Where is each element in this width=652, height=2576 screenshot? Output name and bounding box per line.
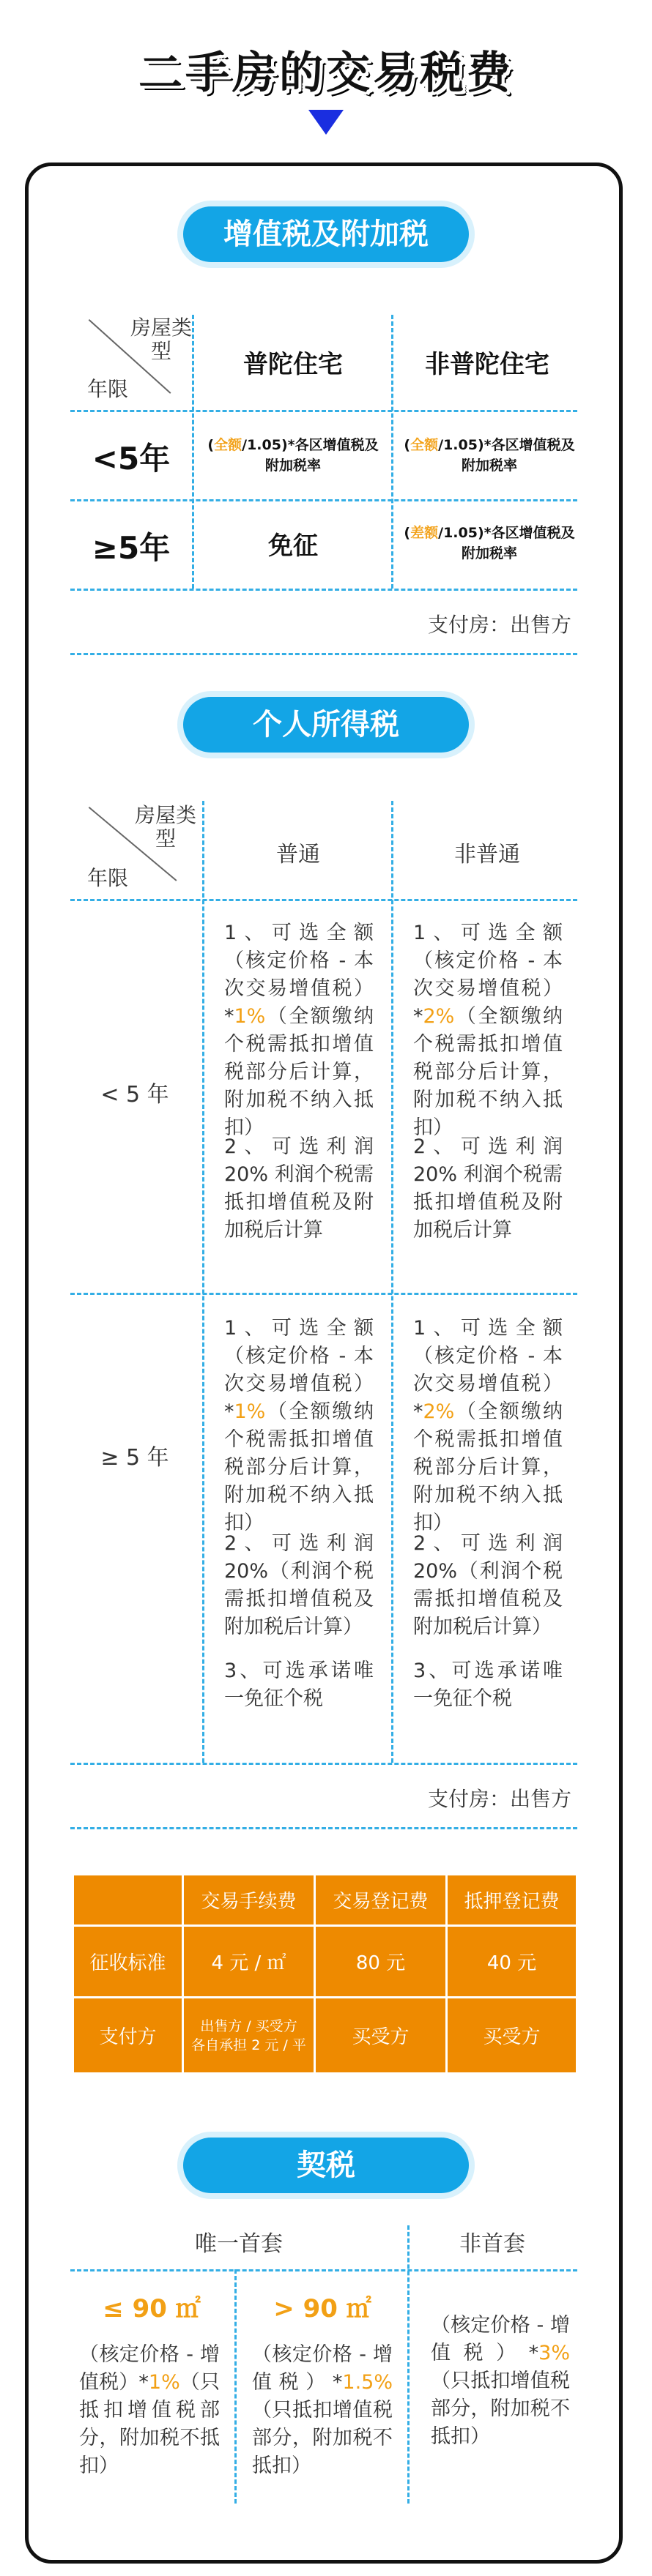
table-cell: 买受方 bbox=[447, 1998, 577, 2074]
vat-corner-bottom: 年限 bbox=[86, 377, 128, 401]
table-row bbox=[73, 1998, 577, 2074]
deed-small-desc: （核定价格 - 增值税）*1%（只抵扣增值税部分，附加税不抵扣） bbox=[79, 2343, 221, 2477]
fee-payer-line: 出售方 / 买受方 bbox=[200, 2017, 297, 2034]
deed-large-desc: （核定价格 - 增值税）*1.5%（只抵扣增值税部分，附加税不抵扣） bbox=[252, 2343, 393, 2477]
vat-payer: 支付房：出售方 bbox=[427, 613, 571, 637]
vat-r1c1: (全额/1.05)*各区增值税及附加税率 bbox=[207, 437, 379, 474]
pit-row-under-5: < 5 年 bbox=[100, 1082, 169, 1108]
vat-divider bbox=[391, 315, 393, 589]
vat-r1c2: (全额/1.05)*各区增值税及附加税率 bbox=[404, 437, 575, 474]
table-cell: 80 元 bbox=[315, 1926, 447, 1998]
vat-r2c2: (差额/1.05)*各区增值税及附加税率 bbox=[404, 525, 575, 561]
fee-header-transaction: 交易手续费 bbox=[183, 1875, 315, 1926]
vat-col-putuo: 普陀住宅 bbox=[243, 350, 343, 379]
pit-col-regular: 普通 bbox=[276, 842, 320, 867]
pit-r2c2-option3: 3、可选承诺唯一免征个税 bbox=[413, 1660, 563, 1710]
deed-large-area: > 90 ㎡ bbox=[273, 2294, 371, 2323]
pit-r2c2-option2: 2、可选利润20%（利润个税需抵扣增值税及附加税后计算） bbox=[413, 1532, 563, 1638]
pit-divider bbox=[70, 1763, 577, 1765]
vat-divider bbox=[70, 589, 577, 591]
deed-small-area: ≤ 90 ㎡ bbox=[103, 2294, 201, 2323]
pit-corner-top: 房屋类型 bbox=[134, 803, 196, 851]
pit-corner-bottom: 年限 bbox=[86, 866, 128, 890]
deed-divider bbox=[70, 2269, 577, 2271]
table-cell bbox=[183, 1998, 315, 2074]
table-row bbox=[73, 1875, 577, 1926]
table-row bbox=[73, 1926, 577, 1998]
vat-col-non-putuo: 非普陀住宅 bbox=[425, 350, 549, 379]
pit-divider bbox=[391, 801, 393, 1763]
pit-divider bbox=[202, 801, 204, 1763]
pit-divider bbox=[70, 899, 577, 901]
vat-corner-top: 房屋类型 bbox=[130, 316, 193, 363]
fee-payer-line: 各自承担 2 元 / 平 bbox=[191, 2036, 306, 2053]
table-cell bbox=[73, 1875, 183, 1926]
table-cell: 买受方 bbox=[315, 1998, 447, 2074]
deed-col-unique: 唯一首套 bbox=[195, 2231, 283, 2257]
vat-row-over-5: ≥5年 bbox=[92, 530, 171, 566]
deed-divider bbox=[407, 2225, 410, 2504]
deed-divider bbox=[234, 2269, 237, 2504]
deed-non-first-desc: （核定价格 - 增值税）*3%（只抵扣增值税部分，附加税不抵扣） bbox=[431, 2314, 570, 2448]
pit-heading: 个人所得税 bbox=[183, 697, 469, 753]
pit-r2c2-option1: 1、可选全额（核定价格 - 本次交易增值税）*2%（全额缴纳个税需抵扣增值税部分后计算，附加税不纳入抵扣） bbox=[413, 1317, 563, 1534]
table-cell: 40 元 bbox=[447, 1926, 577, 1998]
fee-header-registration: 交易登记费 bbox=[315, 1875, 447, 1926]
pit-r1c1-option2: 2、可选利润20% 利润个税需抵扣增值税及附加税后计算 bbox=[224, 1135, 374, 1242]
pit-r2c1-option1: 1、可选全额（核定价格 - 本次交易增值税）*1%（全额缴纳个税需抵扣增值税部分后计算，附加税不纳入抵扣） bbox=[224, 1317, 374, 1534]
pit-r1c2-option2: 2、可选利润20% 利润个税需抵扣增值税及附加税后计算 bbox=[413, 1135, 563, 1242]
deed-heading: 契税 bbox=[183, 2138, 469, 2193]
deed-col-non-first: 非首套 bbox=[459, 2231, 525, 2257]
vat-divider bbox=[70, 410, 577, 412]
pit-r1c1-option1: 1、可选全额（核定价格 - 本次交易增值税）*1%（全额缴纳个税需抵扣增值税部分后计算，附加税不纳入抵扣） bbox=[224, 922, 374, 1139]
fee-row-label: 征收标准 bbox=[73, 1926, 183, 1998]
pit-col-non-regular: 非普通 bbox=[454, 842, 520, 867]
pit-r1c2-option1: 1、可选全额（核定价格 - 本次交易增值税）*2%（全额缴纳个税需抵扣增值税部分后计算，附加税不纳入抵扣） bbox=[413, 922, 563, 1139]
pit-divider bbox=[70, 1827, 577, 1829]
down-arrow-icon bbox=[308, 110, 344, 135]
vat-divider bbox=[70, 499, 577, 501]
table-cell: 4 元 / ㎡ bbox=[183, 1926, 315, 1998]
fee-table bbox=[72, 1873, 578, 2075]
fee-row-label: 支付方 bbox=[73, 1998, 183, 2074]
vat-row-under-5: <5年 bbox=[92, 441, 171, 477]
fee-header-mortgage: 抵押登记费 bbox=[447, 1875, 577, 1926]
vat-r2c1: 免征 bbox=[268, 531, 318, 561]
vat-heading: 增值税及附加税 bbox=[183, 206, 469, 262]
vat-divider bbox=[192, 315, 194, 589]
pit-divider bbox=[70, 1293, 577, 1295]
vat-divider bbox=[70, 653, 577, 655]
page-title: 二手房的交易税费 bbox=[138, 48, 514, 99]
pit-r2c1-option2: 2、可选利润20%（利润个税需抵扣增值税及附加税后计算） bbox=[224, 1532, 374, 1638]
pit-row-over-5: ≥ 5 年 bbox=[100, 1445, 169, 1471]
pit-payer: 支付房：出售方 bbox=[427, 1787, 571, 1811]
pit-r2c1-option3: 3、可选承诺唯一免征个税 bbox=[224, 1660, 374, 1710]
